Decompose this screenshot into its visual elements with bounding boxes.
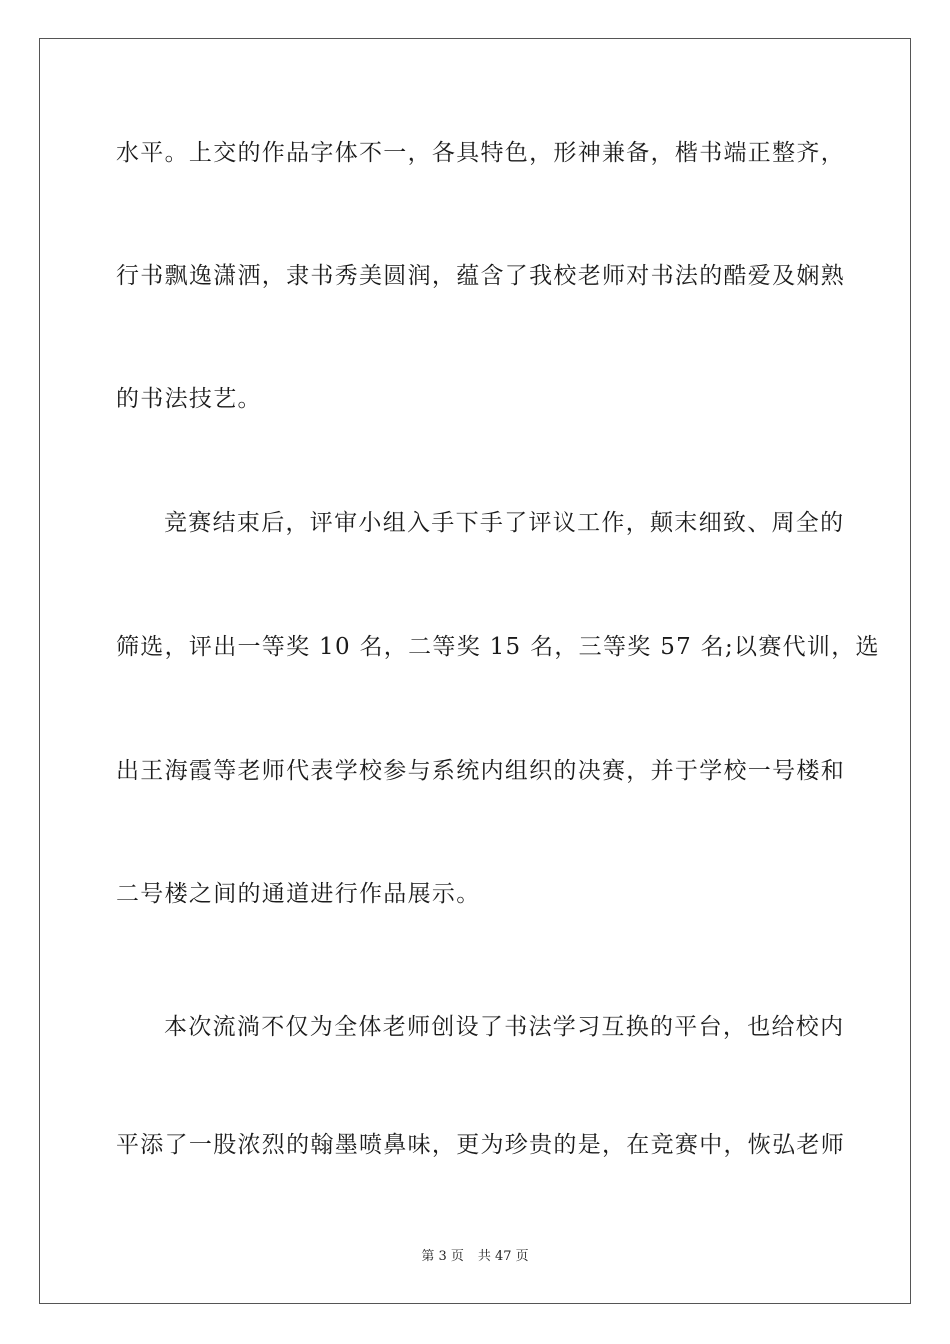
- page-number: 第 3 页: [421, 1249, 464, 1264]
- page-total: 共 47 页: [477, 1249, 529, 1264]
- body-line-5: 筛选，评出一等奖 10 名，二等奖 15 名，三等奖 57 名;以赛代训，选: [116, 634, 880, 660]
- body-line-4: 竞赛结束后，评审小组入手下手了评议工作，颠末细致、周全的: [164, 510, 845, 536]
- body-line-3: 的书法技艺。: [116, 386, 262, 412]
- body-line-6: 出王海霞等老师代表学校参与系统内组织的决赛，并于学校一号楼和: [116, 758, 845, 784]
- body-line-9: 平添了一股浓烈的翰墨喷鼻味，更为珍贵的是，在竞赛中，恢弘老师: [116, 1132, 845, 1158]
- page-footer: [0, 1248, 950, 1266]
- page-border: [39, 38, 911, 1304]
- body-line-1: 水平。上交的作品字体不一，各具特色，形神兼备，楷书端正整齐，: [116, 140, 845, 166]
- body-line-7: 二号楼之间的通道进行作品展示。: [116, 881, 481, 907]
- body-line-8: 本次流淌不仅为全体老师创设了书法学习互换的平台，也给校内: [164, 1014, 845, 1040]
- body-line-2: 行书飘逸潇洒，隶书秀美圆润，蕴含了我校老师对书法的酷爱及娴熟: [116, 263, 845, 289]
